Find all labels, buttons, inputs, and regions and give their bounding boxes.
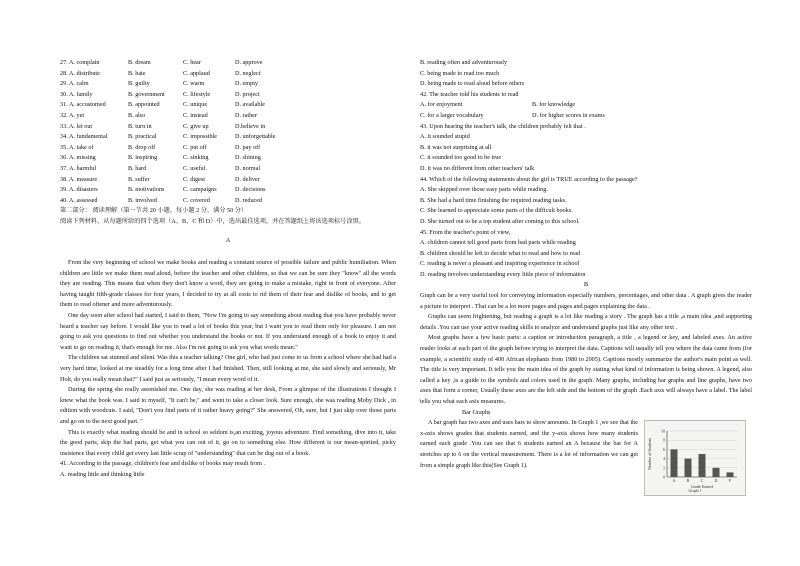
cloze-option: D. unforgettable [235,133,276,141]
cloze-option: C. sinking [183,154,209,162]
cloze-option: D. rather [235,111,257,119]
cloze-option: C. give up [183,122,209,130]
q42-option-a: A. for enjoyment [420,101,463,109]
question-line: A. children cannot tell good parts from bad parts while reading [420,239,576,247]
cloze-option: 34. A. fundamental [60,133,108,141]
bar [671,450,678,478]
cloze-option: B. suffer [128,175,150,183]
cloze-option-row [60,143,396,154]
cloze-option: B. hate [128,69,146,77]
cloze-option: 37. A. harmful [60,164,97,172]
cloze-option: C. applaud [183,69,210,77]
x-tick-label: B [686,478,690,484]
cloze-option: D. decisions [235,186,266,194]
cloze-option: C. campaigns [183,186,217,194]
q42-options-row-2 [420,111,752,122]
question-42: 42. The teacher told his students to read [420,90,519,98]
question-line: D. reading involves understanding every little piece of information [420,270,586,278]
bar [699,454,706,477]
cloze-option-row [60,111,396,122]
cloze-option: 35. A. take of [60,143,94,151]
cloze-option-row [60,132,396,143]
graph-title: Graph 1 [688,488,702,494]
cloze-option: C. warm [183,80,205,88]
cloze-option: 39. A. disasters [60,186,98,194]
cloze-option: 29. A. calm [60,80,89,88]
passage-b-para-1: Graph can be a very useful tool for conveying information especially numbers, percentages, and other data . A graph gives the reader a picture to interpret . That can be a lot more pages and pages and pages explaining the data . [420,292,752,310]
cloze-option-row [60,79,396,90]
q41-option-c: C. being made to read too much [420,69,500,77]
x-tick-label: F [728,478,732,484]
cloze-option: C. put off [183,143,207,151]
cloze-option: D. empty [235,80,259,88]
cloze-option: D. reduced [235,196,263,204]
question-line: B. She had a hard time finishing the required reading tasks. [420,196,567,204]
cloze-option: B. appointed [128,101,160,109]
passage-a-para-1: From the very beginning of school we make books and reading a constant source of possible failure and public humiliation. When children are little we make them read aloud, before the teacher and other children, so that we can be sure they "know" all the words they are reading. This means that when they don't know a word, they are going to make a mistake, right in front of everyone. After having taught fifth-grade classes for four years, I decided to try at all costs to rid them of their fear and dislike of books, and to get them to read oftener and more adventurously. [60,259,396,309]
q42-option-c: C. for a larger vocabulary [420,111,484,119]
cloze-option-row [60,175,396,186]
cloze-option: B. hard [128,164,147,172]
question-line: D. it was no different from other teachers' talk [420,164,535,172]
passage-a-para-5: This is exactly what reading should be and in school so seldom is,an exciting, joyous adventure. Find something, dive into it, take the good parts, skip the bad parts, get what you can out of it, go on to something else. How different is our mean-spirited, picky insistence that every child get every last little scrap of "understanding" that can be dug out of a book. [60,428,396,457]
x-tick-label: C [700,478,704,484]
cloze-option-row [60,122,396,133]
questions-43-45 [420,122,752,281]
cloze-option-row [60,69,396,80]
bar [685,459,692,477]
x-tick-label: A [672,478,676,484]
cloze-option-row [60,196,396,207]
y-tick-label: 6 [663,447,665,453]
cloze-option: 30. A. family [60,90,93,98]
cloze-option-row [60,58,396,69]
question-41-option-a: A. reading little and thinking little [60,470,145,478]
cloze-option: 33. A. let out [60,122,93,130]
cloze-option: B. also [128,111,146,119]
y-tick-label: 8 [663,437,665,443]
cloze-option: B. turn in [128,122,152,130]
bar-graphs-subheading: Bar Graphs [462,408,491,416]
bar-graph-paragraph: A bar graph has two axes and uses bars to show amounts. In Graph 1 ,we see that the x-axis shows grades that students earned, and the y-axis shows how many students earned each grade .You can see that 6 students earned an A because the bar for A stretches up to 6 on the vertical measurement. There is a lot of information we can get from a simple graph like this(See Graph 1). [420,419,638,469]
cloze-option: C. useful [183,164,206,172]
cloze-option: 40. A. assessed [60,196,98,204]
q42-option-b: B. for knowledge [532,101,576,109]
cloze-option: 27. A. complain [60,59,100,66]
y-tick-label: 2 [663,465,665,471]
cloze-option: D. shining [235,154,261,162]
cloze-option: C. covered [183,196,210,204]
cloze-option-row [60,100,396,111]
cloze-option: D.believe in [235,122,266,130]
passage-b-para-3: Most graphs have a few basic parts: a caption or introduction paragraph, a title , a legend or key, and labeled axes. An active reader looks at each part of the graph before trying to interpret the data. Captions will usually tell you where the data came from (for example, a scientific study of 400 African elephants from 1980 to 2005). Captions mostly summarize the author's main point as well. The title is very important. It tells you the main idea of the graph by stating what kind of information is being shown. A legend, also called a key ,is a guide to the symbols and colors used in the graph. Many graphs, including bar graphs and line graphs, have two axes that form a corner, Usually these axes are the left side and the bottom of the graph .Each axis will always have a label. The label tells you what each axis measures. [420,334,752,405]
right-column [420,58,752,494]
question-line: B. it was not surprising at all [420,143,492,151]
cloze-option: 28. A. distribute [60,69,100,77]
x-tick-label: D [714,478,718,484]
cloze-option: D. approve [235,59,263,66]
cloze-option: D. neglect [235,69,261,77]
question-line: A. it sounded stupid [420,133,470,141]
cloze-option: 36. A. missing [60,154,96,162]
cloze-option: B. inspiring [128,154,158,162]
graph-1-bar-chart [644,420,746,496]
answer-options-list [60,58,396,206]
question-line: 45. From the teacher's point of view, [420,228,511,236]
cloze-option: B. involved [128,196,157,204]
q41-option-d: D. being made to read aloud before others [420,80,525,88]
question-line: C. She learned to appreciate some parts of the difficult books. [420,207,573,215]
cloze-option-row [60,153,396,164]
left-column [60,58,396,481]
question-line: B. children should be left to decide what to read and how to read [420,249,581,257]
cloze-option: B. dream [128,59,151,66]
cloze-option: C. digest [183,175,206,183]
cloze-option: C. impossible [183,133,218,141]
cloze-option: 32. A. yet [60,111,85,119]
section-instruction: 阅读下列材料，从每题所给的四个选项（A、B、C 和 D）中，选出最佳选项，并在答题纸上将该选项标号涂黑。 [60,217,365,225]
passage-b-label: B [583,281,589,289]
cloze-option: B. motivations [128,186,165,194]
y-tick-label: 0 [663,474,665,480]
bar-graph-section [420,418,752,494]
question-line: C. it sounded too good to be true [420,154,502,162]
cloze-option: 38. A. measure [60,175,98,183]
question-line: D. She turned out to be a top student after coming to this school. [420,217,580,225]
passage-a-para-4: During the spring she really astonished me. One day, she was reading at her desk, From a glimpse of the illustrations I thought I knew what the book was. I said to myself, "It can't be," and went to take a closer look. Sure enough, she was reading Moby Dick , in edition with woodcuts. I said, "Don't you find parts of it rather heavy going?" She answered, Oh, sure, but I just skip over those parts and go on to the next good part. " [60,386,396,425]
passage-a-para-3: The children sat stunned and silent. Was this a teacher talking? One girl, who had just come to us from a school where she had had a very hard time, looked at me steadily for a long time after I had finished. Then, still looking at me, she said slowly and seriously, Mr Holt, do you really mean that?" I said just as seriously, "I mean every word of it. [60,354,396,383]
cloze-option: B. government [128,90,165,98]
q42-option-d: D. for higher scores in exams [532,111,605,119]
question-41: 41. According to the passage, children's fear and dislike of books may result from . [60,460,266,468]
cloze-option: D. pay off [235,143,261,151]
y-tick-label: 4 [663,456,665,462]
question-line: A. She skipped over those easy parts while reading. [420,186,548,194]
cloze-option: B. drop off [128,143,156,151]
y-tick-label: 10 [661,428,665,434]
q41-option-b: B. reading often and adventurously [420,59,508,66]
cloze-option: D. normal [235,164,261,172]
y-axis-label: Number of Students [647,438,652,471]
cloze-option: B. practical [128,133,157,141]
cloze-option: C. unique [183,101,208,109]
cloze-option: D. deliver [235,175,260,183]
cloze-option-row [60,90,396,101]
cloze-option-row [60,164,396,175]
passage-a-label: A [225,236,231,244]
cloze-option: C. lifestyle [183,90,211,98]
cloze-option: C. instead [183,111,208,119]
q42-options-row-1 [420,100,752,111]
question-line: 44. Which of the following statements about the girl is TRUE according to the passage? [420,175,638,183]
passage-b-para-2: Graphs can seem frightening, but reading a graph is a lot like reading a story . The graph has a title ,a main idea ,and supporting details .You can use your active reading skills to analyze and understand graphs just like any other text . [420,313,752,331]
bar [727,473,734,478]
section-title: 第二部分： 阅读理解（第一节共 20 小题，每小题 2 分，满分 50 分） [60,207,248,215]
question-line: C. reading is never a pleasant and inspiring experience in school [420,260,580,268]
cloze-option: C. hear [183,59,201,66]
bar [713,468,720,477]
cloze-option: D. project [235,90,260,98]
cloze-option-row [60,185,396,196]
x-axis-label: Grade Earned [690,484,714,490]
passage-a-para-2: One day soon after school had started, I said to them, "Now I'm going to say something about reading that you have probably never heard a teacher say before. I would like you to read a lot of books this year, but I want you to read them only for pleasure. I am not going to ask you questions to find out whether you understand the books or not. If you understand enough of a book to enjoy it and want to go on reading it, that's enough for me. Also I'm not going to ask you what words mean." [60,312,396,351]
cloze-option: 31. A. accustomed [60,101,106,109]
question-line: 43. Upon hearing the teacher's talk, the children probably felt that . [420,122,586,130]
cloze-option: B. guilty [128,80,150,88]
cloze-option: D. available [235,101,265,109]
